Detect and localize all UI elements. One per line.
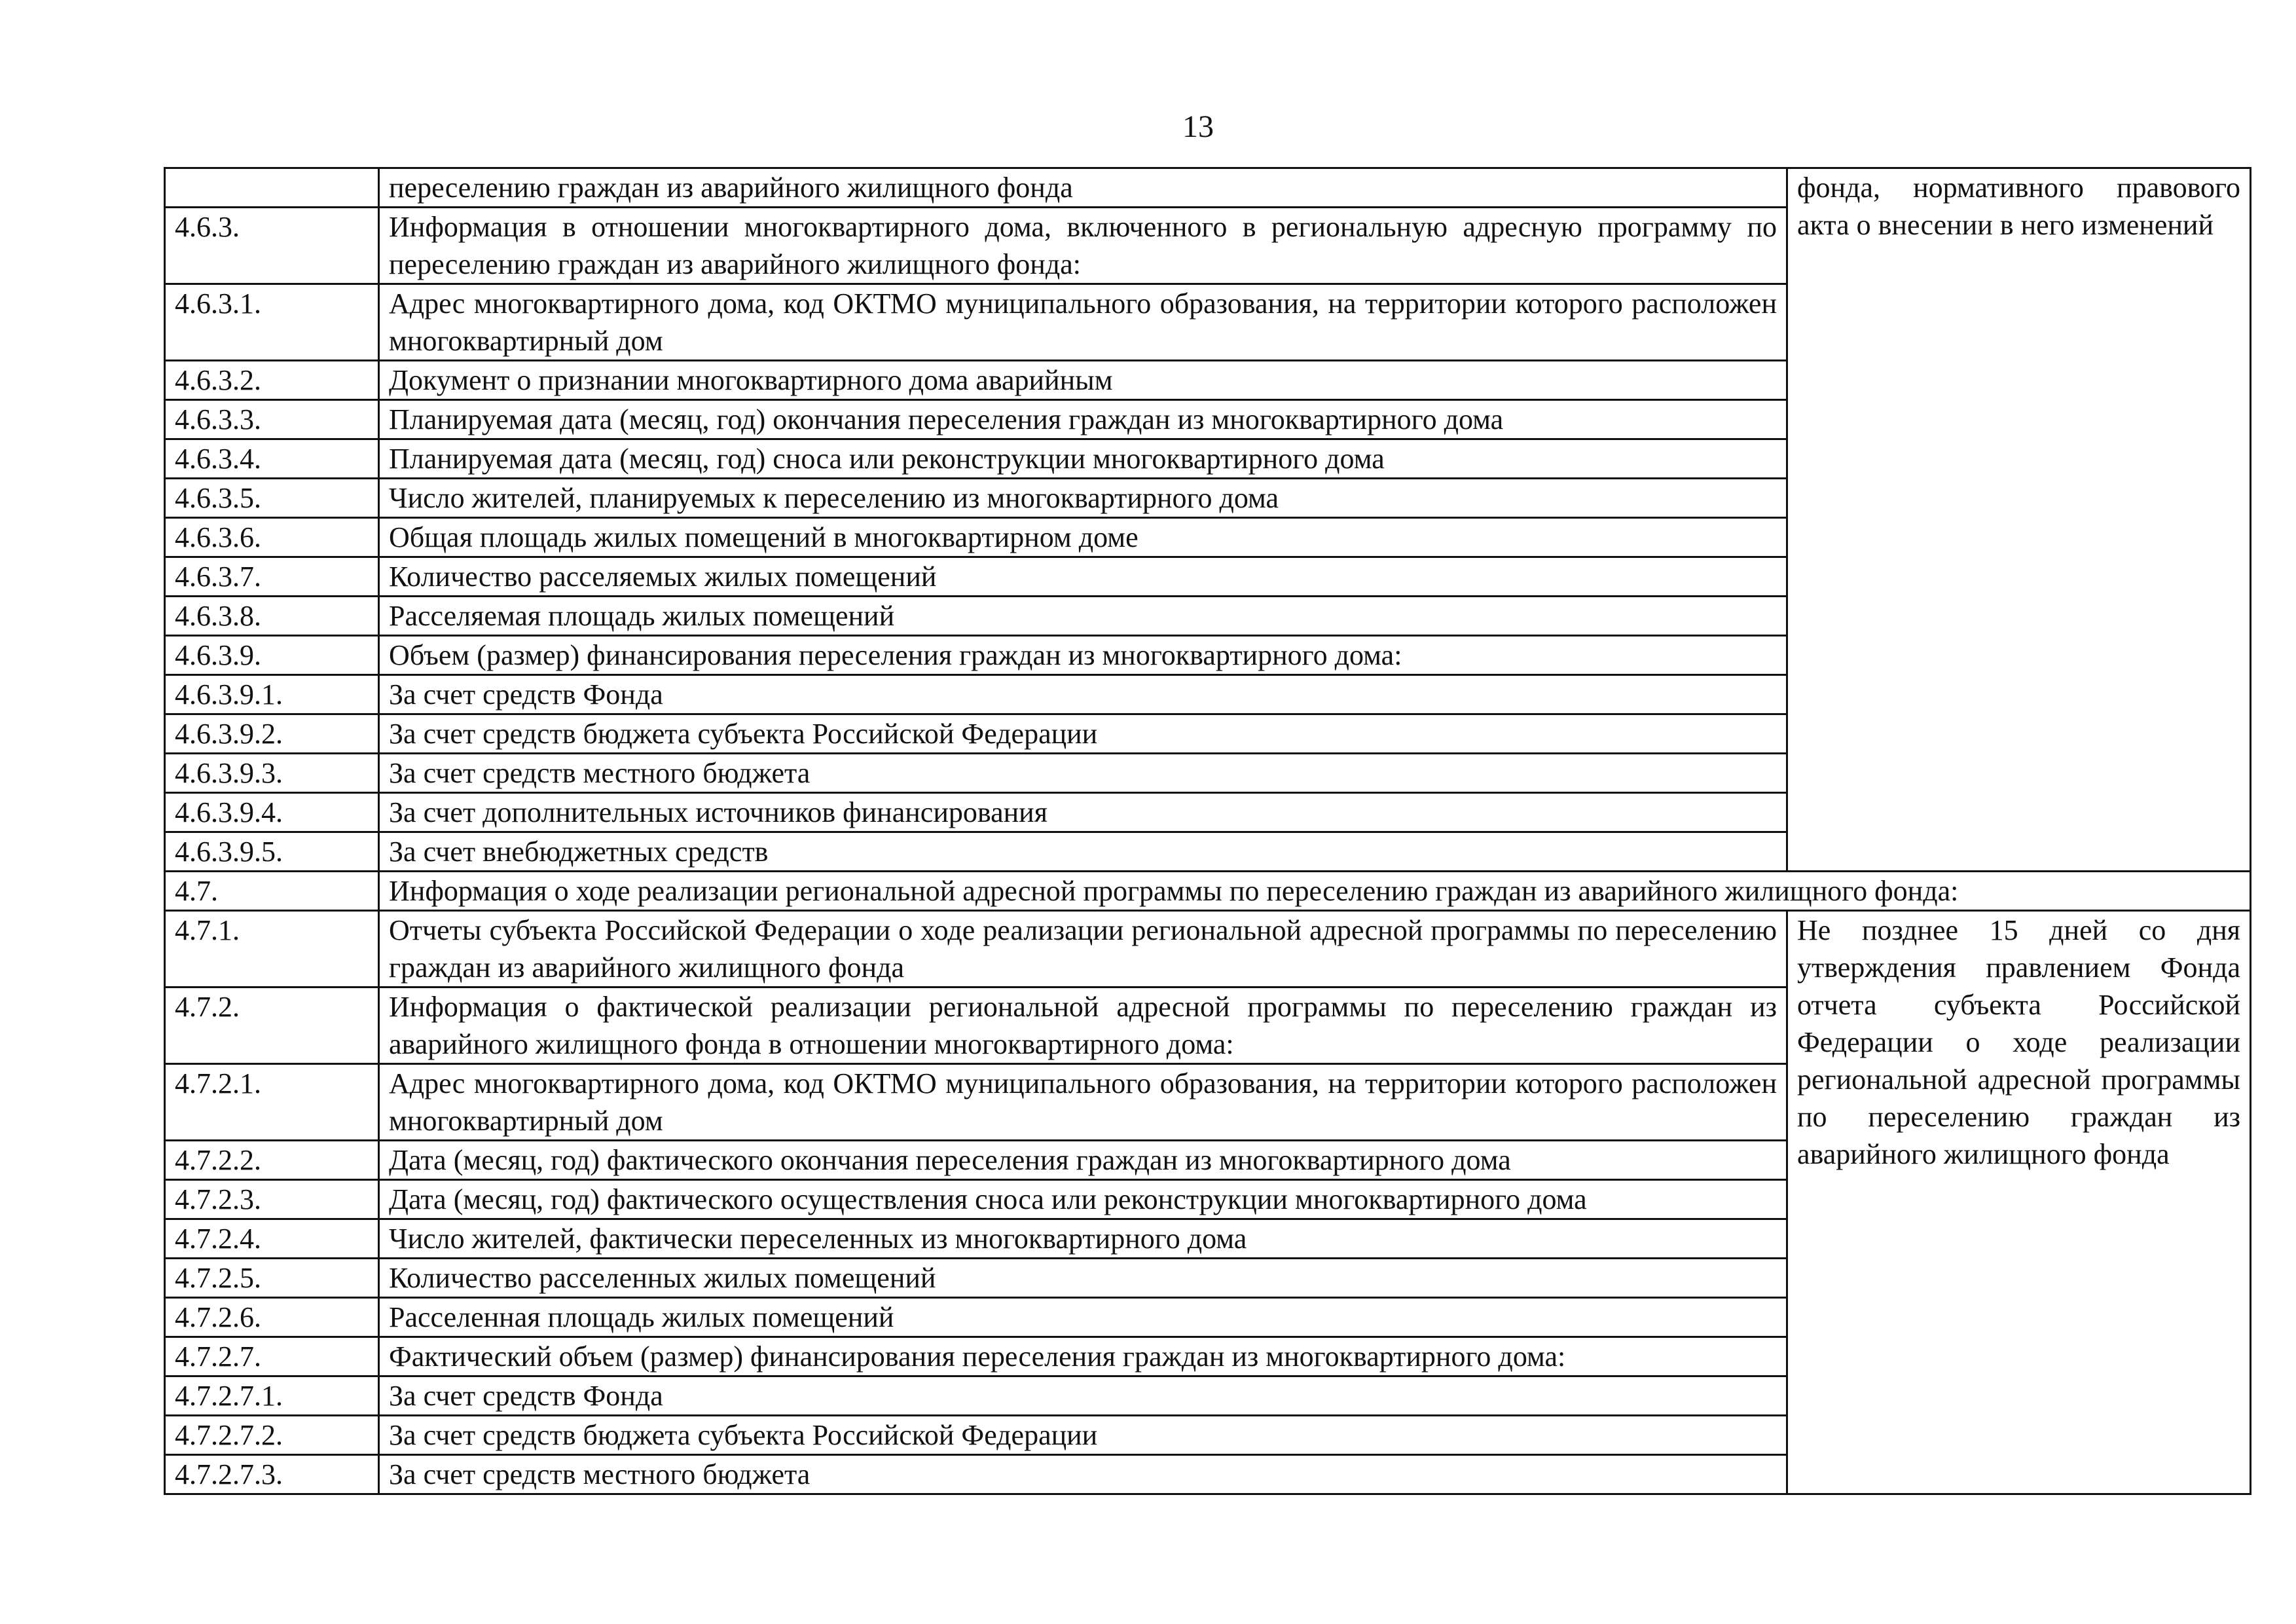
row-text: Расселенная площадь жилых помещений: [379, 1298, 1787, 1337]
row-number: 4.6.3.2.: [165, 361, 379, 400]
row-number: 4.6.3.1.: [165, 284, 379, 361]
row-number: 4.6.3.9.1.: [165, 675, 379, 714]
row-text: За счет средств местного бюджета: [379, 754, 1787, 793]
row-number: 4.6.3.3.: [165, 400, 379, 439]
row-text: Планируемая дата (месяц, год) окончания переселения граждан из многоквартирного дома: [379, 400, 1787, 439]
row-number: 4.7.2.4.: [165, 1219, 379, 1259]
row-text: Адрес многоквартирного дома, код ОКТМО муниципального образования, на территории которого расположен многоквартирный дом: [379, 1064, 1787, 1141]
row-text: Расселяемая площадь жилых помещений: [379, 597, 1787, 636]
table-row: [165, 911, 2251, 987]
row-text: Число жителей, фактически переселенных из многоквартирного дома: [379, 1219, 1787, 1259]
row-text: Фактический объем (размер) финансирования переселения граждан из многоквартирного дома:: [379, 1337, 1787, 1376]
section-heading: Информация о ходе реализации региональной адресной программы по переселению граждан из аварийного жилищного фонда:: [379, 872, 2251, 911]
row-text: За счет средств Фонда: [379, 675, 1787, 714]
row-text: Информация о фактической реализации региональной адресной программы по переселению граждан из аварийного жилищного фонда в отношении многоквартирного дома:: [379, 987, 1787, 1064]
row-number: 4.7.2.7.2.: [165, 1416, 379, 1455]
row-number: 4.6.3.9.3.: [165, 754, 379, 793]
row-number: 4.7.2.3.: [165, 1180, 379, 1219]
row-number: 4.6.3.9.2.: [165, 714, 379, 754]
row-number: 4.6.3.5.: [165, 479, 379, 518]
row-number: 4.6.3.7.: [165, 557, 379, 597]
row-number: 4.7.: [165, 872, 379, 911]
deadline-note-cell: [1787, 911, 2251, 1494]
row-number: 4.7.2.7.1.: [165, 1376, 379, 1416]
row-text: Общая площадь жилых помещений в многоквартирном доме: [379, 518, 1787, 557]
row-text: Документ о признании многоквартирного дома аварийным: [379, 361, 1787, 400]
row-number: 4.7.2.7.3.: [165, 1455, 379, 1494]
row-text: За счет внебюджетных средств: [379, 832, 1787, 872]
row-number: 4.6.3.: [165, 208, 379, 284]
row-text: За счет средств бюджета субъекта Российской Федерации: [379, 714, 1787, 754]
row-number: 4.7.2.7.: [165, 1337, 379, 1376]
row-number: 4.6.3.9.4.: [165, 793, 379, 832]
row-text: Дата (месяц, год) фактического осуществления сноса или реконструкции многоквартирного дома: [379, 1180, 1787, 1219]
row-text: За счет средств Фонда: [379, 1376, 1787, 1416]
row-text: Информация в отношении многоквартирного дома, включенного в региональную адресную программу по переселению граждан из аварийного жилищного фонда:: [379, 208, 1787, 284]
row-number: 4.6.3.6.: [165, 518, 379, 557]
row-text: Адрес многоквартирного дома, код ОКТМО муниципального образования, на территории которого расположен многоквартирный дом: [379, 284, 1787, 361]
row-text: Дата (месяц, год) фактического окончания переселения граждан из многоквартирного дома: [379, 1141, 1787, 1180]
page-number: 13: [1182, 109, 1214, 144]
row-number: 4.7.2.: [165, 987, 379, 1064]
row-number: 4.7.2.5.: [165, 1259, 379, 1298]
row-number: 4.6.3.8.: [165, 597, 379, 636]
deadline-note: фонда, нормативного правового акта о внесении в него изменений: [1797, 172, 2240, 241]
row-number: 4.7.2.1.: [165, 1064, 379, 1141]
row-text: За счет средств местного бюджета: [379, 1455, 1787, 1494]
row-number: 4.7.2.2.: [165, 1141, 379, 1180]
section-row: [165, 872, 2251, 911]
row-text: За счет дополнительных источников финансирования: [379, 793, 1787, 832]
deadline-note: Не позднее 15 дней со дня утверждения правлением Фонда отчета субъекта Российской Федерации о ходе реализации региональной адресной программы по переселению граждан из аварийного жилищного фонда: [1797, 914, 2240, 1170]
row-text: Число жителей, планируемых к переселению из многоквартирного дома: [379, 479, 1787, 518]
row-number: 4.6.3.9.5.: [165, 832, 379, 872]
row-text: Количество расселяемых жилых помещений: [379, 557, 1787, 597]
requirements-table: [164, 167, 2251, 1495]
row-number: 4.6.3.9.: [165, 636, 379, 675]
table-row: [165, 168, 2251, 208]
row-text: Планируемая дата (месяц, год) сноса или реконструкции многоквартирного дома: [379, 439, 1787, 479]
deadline-note-cell: [1787, 168, 2251, 872]
row-text: Объем (размер) финансирования переселения граждан из многоквартирного дома:: [379, 636, 1787, 675]
row-text: Отчеты субъекта Российской Федерации о ходе реализации региональной адресной программы по переселению граждан из аварийного жилищного фонда: [379, 911, 1787, 987]
row-text: За счет средств бюджета субъекта Российской Федерации: [379, 1416, 1787, 1455]
row-number: [165, 168, 379, 208]
row-text: Количество расселенных жилых помещений: [379, 1259, 1787, 1298]
row-number: 4.6.3.4.: [165, 439, 379, 479]
row-number: 4.7.2.6.: [165, 1298, 379, 1337]
row-text: переселению граждан из аварийного жилищного фонда: [379, 168, 1787, 208]
row-number: 4.7.1.: [165, 911, 379, 987]
